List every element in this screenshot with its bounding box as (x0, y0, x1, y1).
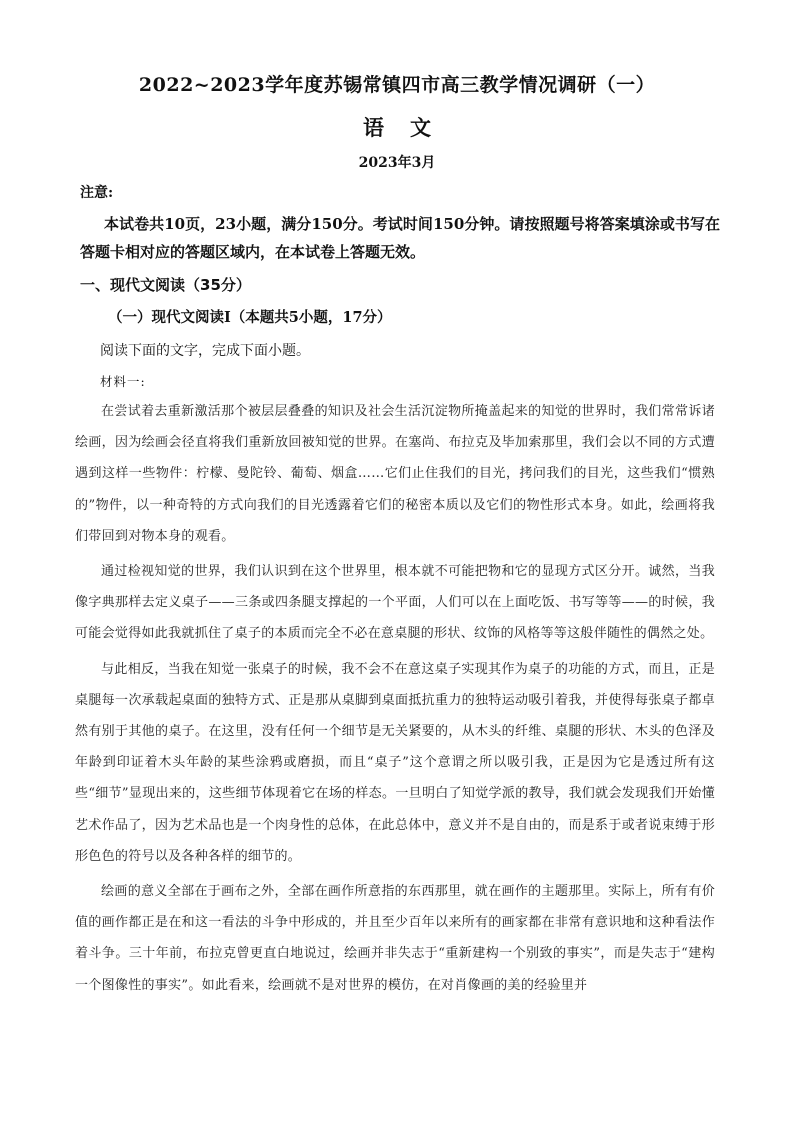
subject-heading: 语文 (363, 115, 457, 140)
passage-paragraph: 绘画的意义全部在于画布之外，全部在画作所意指的东西那里，就在画作的主题那里。实际上，所有有价值的画作都正是在和这一看法的斗争中形成的，并且至少百年以来所有的画家都在非常有意识地和这种看法作着斗争。三十年前，布拉克曾更直白地说过，绘画并非失志于“重新建构一个别致的事实”，而是失志于“建构一个图像性的事实”。如此看来，绘画就不是对世界的模仿，在对肖像画的美的经验里并 (75, 884, 715, 993)
exam-date: 2023年3月 (358, 155, 436, 171)
passage-paragraph: 通过检视知觉的世界，我们认识到在这个世界里，根本就不可能把物和它的显现方式区分开。诚然，当我像字典那样去定义桌子——三条或四条腿支撑起的一个平面，人们可以在上面吃饭、书写等等——的时候，我可能会觉得如此我就抓住了桌子的本质而完全不必在意桌腿的形状、纹饰的风格等等这般伴随性的偶然之处。 (75, 564, 715, 642)
notice-text: 本试卷共10页，23小题，满分150分。考试时间150分钟。请按照题号将答案填涂或书写在答题卡相对应的答题区域内，在本试卷上答题无效。 (80, 215, 720, 261)
passage-paragraph: 在尝试着去重新激活那个被层层叠叠的知识及社会生活沉淀物所掩盖起来的知觉的世界时，我们常常诉诸绘画，因为绘画会径直将我们重新放回被知觉的世界。在塞尚、布拉克及毕加索那里，我们会以不同的方式遭遇到这样一些物件：柠檬、曼陀铃、葡萄、烟盒……它们止住我们的目光，拷问我们的目光，这些我们“惯熟的”物件，以一种奇特的方式向我们的目光透露着它们的秘密本质以及它们的物性形式本身。如此，绘画将我们带回到对物本身的观看。 (75, 404, 715, 544)
notice-label: 注意: (80, 185, 114, 201)
subsection-title: （一）现代文阅读Ⅰ（本题共5小题，17分） (108, 309, 392, 326)
reading-instruction: 阅读下面的文字，完成下面小题。 (100, 343, 310, 359)
passage-body (75, 396, 715, 1005)
exam-title: 2022~2023学年度苏锡常镇四市高三教学情况调研（一） (138, 74, 656, 96)
section-title: 一、现代文阅读（35分） (80, 276, 251, 294)
passage-paragraph: 与此相反，当我在知觉一张桌子的时候，我不会不在意这桌子实现其作为桌子的功能的方式，而且，正是桌腿每一次承载起桌面的独特方式、正是那从桌脚到桌面抵抗重力的独特运动吸引着我，并使得每张桌子都卓然有别于其他的桌子。在这里，没有任何一个细节是无关紧要的，从木头的纤维、桌腿的形状、木头的色泽及年龄到印证着木头年龄的某些涂鸦或磨损，而且“桌子”这个意谓之所以吸引我，正是因为它是透过所有这些“细节”显现出来的，这些细节体现着它在场的样态。一旦明白了知觉学派的教导，我们就会发现我们开始懂艺术作品了，因为艺术品也是一个肉身性的总体，在此总体中，意义并不是自由的，而是系于或者说束缚于形形色色的符号以及各种各样的细节的。 (75, 661, 715, 864)
material-label: 材料一: (100, 374, 146, 389)
